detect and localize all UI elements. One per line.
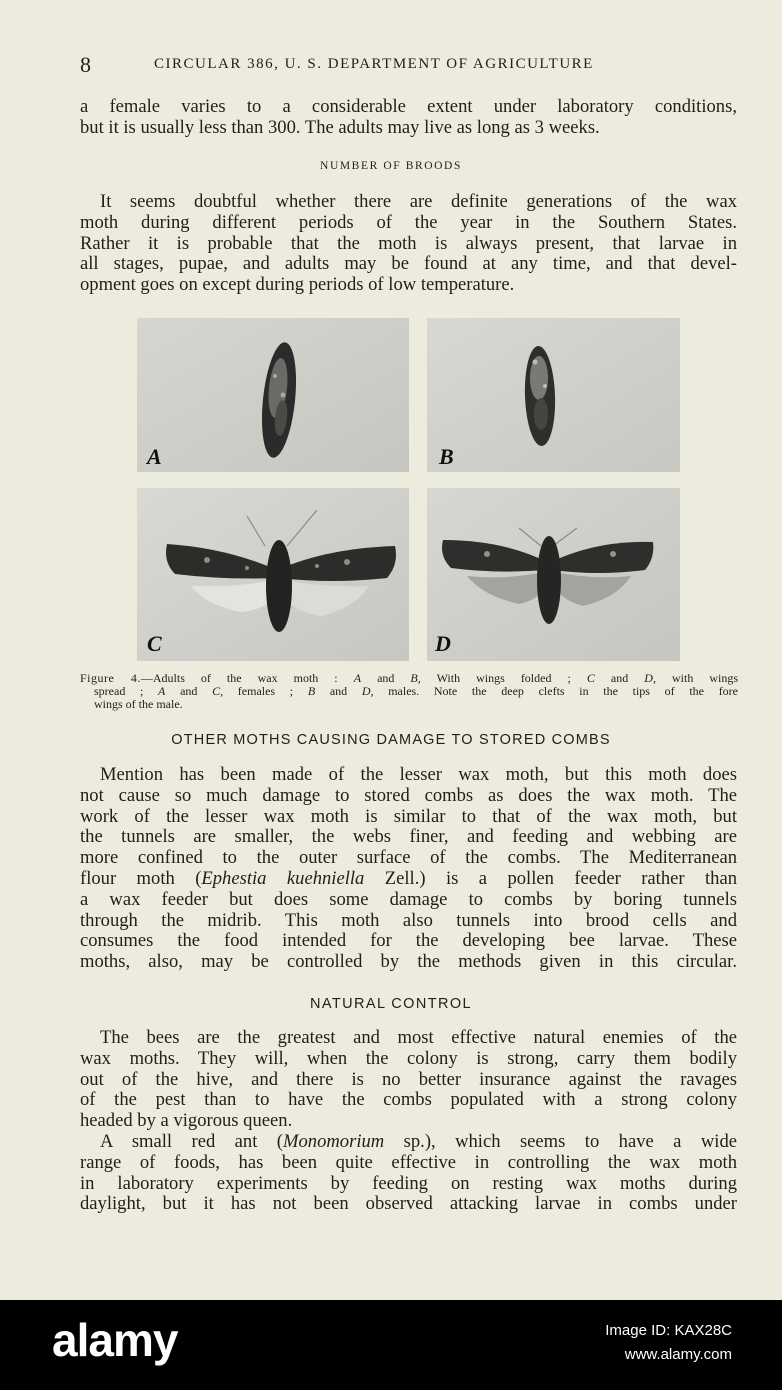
caption-text: spread ; <box>94 684 144 698</box>
text-span: Zell.) is a pollen feeder rather than <box>364 867 737 889</box>
text-line: a female varies to a considerable extent under laboratory conditions, <box>80 96 737 117</box>
caption-text: D, <box>361 684 374 698</box>
caption-text: B, <box>410 671 421 685</box>
caption-text: males. Note the deep clefts in the tips of the fore <box>388 684 739 698</box>
broods-paragraph <box>80 192 737 296</box>
panel-label-a: A <box>147 444 162 469</box>
moth-spread-female-image <box>137 488 409 661</box>
figure-panel-c <box>137 488 409 661</box>
text-line: in laboratory experiments by feeding on resting wax moths during <box>80 1172 737 1194</box>
text-line <box>80 1132 737 1153</box>
text-line: all stages, pupae, and adults may be found at any time, and that devel- <box>80 253 737 275</box>
text-line: a wax feeder but does some damage to combs by boring tunnels <box>80 888 737 910</box>
watermark-logo: alamy <box>52 1314 178 1366</box>
text-line: It seems doubtful whether there are definite generations of the wax <box>100 191 737 212</box>
caption-text: and <box>180 684 198 698</box>
natural-control-paragraph-2 <box>80 1132 737 1215</box>
page-header <box>80 52 736 78</box>
caption-text: With wings folded ; <box>436 671 571 685</box>
figure-panel-b <box>427 318 680 472</box>
text-line: headed by a vigorous queen. <box>80 1110 293 1132</box>
caption-text: B <box>307 684 316 698</box>
section-heading-natural-control: NATURAL CONTROL <box>310 996 472 1012</box>
text-line: the tunnels are smaller, the webs finer, and feeding and webbing are <box>80 826 737 848</box>
section-heading-broods: NUMBER OF BROODS <box>320 160 462 172</box>
caption-text: females ; <box>237 684 294 698</box>
species-name: Ephestia kuehniella <box>201 867 365 889</box>
species-name: Monomorium <box>283 1131 385 1152</box>
text-line: not cause so much damage to stored combs as does the wax moth. The <box>80 784 737 806</box>
text-line: Rather it is probable that the moth is always present, that larvae in <box>80 232 737 254</box>
text-line: Mention has been made of the lesser wax moth, but this moth does <box>100 764 737 785</box>
text-line: range of foods, has been quite effective in controlling the wax moth <box>80 1151 737 1173</box>
moth-folded-male-image <box>427 318 680 472</box>
panel-label-b: B <box>439 444 454 469</box>
caption-text: and <box>610 671 629 685</box>
figure-panel-a <box>137 318 409 472</box>
text-line: more confined to the outer surface of the combs. The Mediterranean <box>80 847 737 869</box>
text-line: The bees are the greatest and most effective natural enemies of the <box>100 1027 737 1048</box>
watermark-url: www.alamy.com <box>624 1346 732 1363</box>
text-span: sp.), which seems to have a wide <box>384 1131 737 1152</box>
natural-control-paragraph-1 <box>80 1028 737 1132</box>
text-line: of the pest than to have the combs populated with a strong colony <box>80 1089 737 1111</box>
text-line: out of the hive, and there is no better insurance against the ravages <box>80 1068 737 1090</box>
text-line: work of the lesser wax moth is similar to that of the wax moth, but <box>80 805 737 827</box>
other-moths-paragraph <box>80 765 737 973</box>
text-line <box>80 869 737 890</box>
caption-figure-number: Figure 4. <box>80 671 141 685</box>
running-title: CIRCULAR 386, U. S. DEPARTMENT OF AGRICULTURE <box>154 56 594 72</box>
caption-text: and <box>377 671 395 685</box>
panel-label-d: D <box>435 631 451 656</box>
moth-spread-male-image <box>427 488 680 661</box>
caption-text: C <box>586 671 595 685</box>
text-line: opment goes on except during periods of low temperature. <box>80 274 515 296</box>
caption-text: with wings <box>671 671 739 685</box>
text-line: wax moths. They will, when the colony is strong, carry them bodily <box>80 1047 737 1069</box>
caption-text: —Adults of the wax moth : <box>140 671 338 685</box>
text-span: flour moth ( <box>80 867 202 889</box>
panel-label-c: C <box>147 631 162 656</box>
caption-text: A <box>353 671 362 685</box>
caption-text: C, <box>212 684 224 698</box>
text-line: daylight, but it has not been observed attacking larvae in combs under <box>80 1193 737 1215</box>
figure-caption <box>80 672 738 711</box>
caption-text: wings of the male. <box>94 697 183 711</box>
page-number: 8 <box>80 52 91 77</box>
text-line: moths, also, may be controlled by the methods given in this circular. <box>80 951 737 973</box>
text-line: through the midrib. This moth also tunnels into brood cells and <box>80 909 737 931</box>
caption-line <box>80 698 738 711</box>
text-span: A small red ant ( <box>100 1131 283 1152</box>
figure-4 <box>137 318 680 661</box>
section-heading-other-moths: OTHER MOTHS CAUSING DAMAGE TO STORED COMBS <box>171 732 611 748</box>
watermark-image-id: Image ID: KAX28C <box>605 1322 732 1339</box>
text-line: moth during different periods of the year in the Southern States. <box>80 211 737 233</box>
caption-text: A <box>158 684 166 698</box>
caption-text: D, <box>644 671 656 685</box>
text-line: but it is usually less than 300. The adults may live as long as 3 weeks. <box>80 116 600 138</box>
intro-paragraph <box>80 97 737 139</box>
figure-panel-d <box>427 488 680 661</box>
caption-text: and <box>329 684 348 698</box>
text-line: consumes the food intended for the developing bee larvae. These <box>80 930 737 952</box>
moth-folded-female-image <box>137 318 409 472</box>
